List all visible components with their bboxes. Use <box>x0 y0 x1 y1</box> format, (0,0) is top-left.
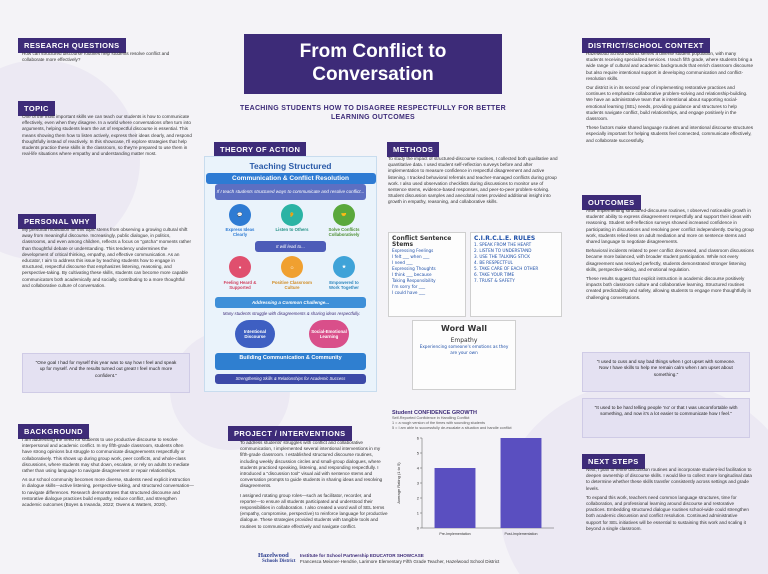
section-header: DISTRICT/SCHOOL CONTEXT <box>582 38 710 53</box>
outcomes-paragraph: After implementing structured-discourse routines, I observed noticeable growth in students' ability to express disagreement respectfully and support their ideas with reasoning. Student self-reflection surveys showed increased confidence in participating in discussions and resolving peer conflict independently. During group work, students relied less on adult mediation and more on sentence stems and shared language to negotiate disagreements. <box>586 208 754 245</box>
chart-plot <box>392 434 560 542</box>
poster-subtitle: TEACHING STUDENTS HOW TO DISAGREE RESPECTFULLY FOR BETTER LEARNING OUTCOMES <box>240 105 506 121</box>
title-line: From Conflict to <box>299 41 447 62</box>
photo-line: Expressing Thoughts <box>392 266 436 271</box>
photo-title: Word Wall <box>441 324 487 333</box>
section-header: THEORY OF ACTION <box>214 142 306 157</box>
district-paragraph: Our district is in its second year of implementing restorative practices and continues to emphasize collaborative problem-solving and relationship-building. We have an administrative team that is intentional about supporting social-emotional learning (SEL) needs, providing guidance and structures to help students navigate conflict, build relationships, and engage positively in the classroom. <box>586 85 748 122</box>
section-header: RESEARCH QUESTIONS <box>18 38 126 53</box>
section-header: BACKGROUND <box>18 424 89 439</box>
logo-text: Schools <box>262 559 279 564</box>
x-tick-label: Post-Implementation <box>504 532 538 536</box>
feeling-heard-label: Feeling Heard & Supported <box>223 280 257 291</box>
graphic-subtitle: Communication & Conflict Resolution <box>206 173 376 184</box>
addressing-banner: Addressing a Common Challenge... <box>215 297 366 308</box>
y-tick-label: 6 <box>416 435 419 441</box>
student-quote-right-1: "I used to cuss and say bad things when I got upset with someone. Now I have skills to help me remain calm when I am upset about something." <box>582 352 750 392</box>
strengthening-banner: Strengthening Skills & Relationships for Academic Success <box>215 374 366 384</box>
photo-line: Empathy <box>450 337 478 344</box>
district-paragraph: Hazelwood School District serves a diverse student population, with many students receiving specialized services. I teach fifth grade, where students bring a wide range of cultural and academic backgrounds that enrich classroom discourse but also require intentional support in developing communication and conflict-resolution skills. <box>586 51 753 81</box>
photo-line: Experiencing someone's emotions as they are your own <box>419 344 509 355</box>
y-tick-label: 5 <box>416 450 419 456</box>
outcomes-paragraph: These results suggest that explicit instruction in academic discourse positively impacts both classroom culture and collaborative learning. Structured routines created predictability and safety, allowing students to engage more thoughtfully in challenging conversations. <box>586 276 752 300</box>
photo-line: 7. TRUST & SAFETY <box>474 278 515 283</box>
express-ideas-label: Express Ideas Clearly <box>225 227 255 238</box>
section-header: NEXT STEPS <box>582 454 645 469</box>
y-tick-label: 3 <box>416 480 419 486</box>
y-axis-label: Average Rating (1 to 5) <box>396 462 401 504</box>
next-steps-text <box>586 467 754 535</box>
photo-line: 3. USE THE TALKING STICK <box>474 254 530 259</box>
y-tick-label: 4 <box>416 465 419 471</box>
sentence-stems-poster-photo <box>388 232 466 317</box>
x-tick-label: Pre-Implementation <box>439 532 471 536</box>
bar <box>501 438 542 528</box>
empowered-label: Empowered to Work Together <box>329 280 359 291</box>
district-logo-sub <box>262 559 295 565</box>
building-banner: Building Communication & Community <box>215 353 366 370</box>
ear-icon: 👂 <box>281 204 303 226</box>
chart-note: 5 = I am able to successfully de-escalate a situation and handle conflict <box>392 426 512 430</box>
photo-title: C.I.R.C.L.E. RULES <box>474 235 536 242</box>
project-paragraph: To address students' struggles with conflict and collaborative communication, I implemented several intentional interventions in my fifth-grade classroom. I established structured discourse routines, including weekly discussion circles and small-group dialogues, where students practiced speaking, listening, and responding respectfully. I introduced a "discussion tool" visual aid with sentence stems and conversation prompts to guide students in sharing ideas and resolving disagreements. <box>240 440 383 489</box>
graphic-title: Teaching Structured <box>249 161 332 171</box>
photo-line: 4. BE RESPECTFUL <box>474 260 513 265</box>
group-icon: ☺ <box>281 256 303 278</box>
bar <box>435 468 476 528</box>
section-header: PROJECT / INTERVENTIONS <box>228 426 352 441</box>
y-tick-label: 1 <box>416 510 419 516</box>
y-tick-label: 2 <box>416 495 419 501</box>
student-quote-right-2: "It used to be hard telling people 'no' or that I was uncomfortable with something, and now it's a lot easier to communicate how I feel." <box>582 398 750 438</box>
next-steps-paragraph: Next, I plan to refine discussion routines and incorporate student-led facilitation to deepen ownership of discourse skills. I would like to collect more longitudinal data to determine whether these skills transfer consistently across settings and grade levels. <box>586 467 752 491</box>
chart-note: 1 = a rough version of the times with sounding students <box>392 421 485 425</box>
project-paragraph: I assigned rotating group roles—such as facilitator, recorder, and reporter—to ensure all students participated and understood their responsibilities in collaboration. I also created a word wall of SEL terms (empathy, compromise, perspective) to reinforce language for productive dialogue. These strategies provided students with tangible tools and routines to communicate effectively and navigate conflict. <box>240 492 388 529</box>
photo-line: I need ___ <box>392 260 413 265</box>
poster-title <box>244 34 502 94</box>
handshake-icon: 🤝 <box>333 204 355 226</box>
logo-text: District <box>279 559 296 564</box>
it-will-banner: It will lead to... <box>255 241 326 252</box>
solve-conflicts-label: Solve Conflicts Collaboratively <box>328 227 360 238</box>
next-steps-paragraph: To expand this work, teachers need common language structures, time for collaboration, and professional learning around discourse and restorative practices. Embedding structured dialogue routines school-wide could strengthen both academic discussion and conflict resolution. Continued administrative support for SEL initiatives will be essential to sustaining this work and scaling it beyond a single classroom. <box>586 494 749 531</box>
project-header <box>228 423 352 441</box>
positive-culture-label: Positive Classroom Culture <box>272 280 312 291</box>
y-tick-label: 0 <box>416 525 419 531</box>
title-line: Conversation <box>312 64 434 85</box>
confidence-chart <box>392 410 560 540</box>
heart-icon: ♥ <box>229 256 251 278</box>
sel-label: Social-Emotional Learning <box>311 329 347 339</box>
chart-title: Student CONFIDENCE GROWTH <box>392 410 477 416</box>
district-text <box>586 51 754 147</box>
photo-line: 6. TAKE YOUR TIME <box>474 272 515 277</box>
photo-line: I'm sorry for ___ <box>392 284 426 289</box>
photo-line: I felt ___ when ___ <box>392 254 430 259</box>
photo-line: 5. TAKE CARE OF EACH OTHER <box>474 266 539 271</box>
theory-header <box>214 139 306 157</box>
photo-line: I could have ___ <box>392 290 426 295</box>
district-logo <box>258 552 289 559</box>
background-paragraph: As our school community becomes more diverse, students need explicit instruction in dialogue skills—active listening, perspective-taking, and structured conversation—to navigate differences. Research demonstrates that structured discourse and restorative dialogue practices build empathy, reduce conflict, and strengthen academic outcomes (Boyes & Irwanda, 2022; Owens & Watters, 2020). <box>22 477 194 508</box>
sel-bubble <box>309 320 349 348</box>
district-paragraph: These factors make shared language routines and intentional discourse structures especially important for helping students feel connected, communicate effectively, and collaborate successfully. <box>586 125 754 143</box>
photo-line: 2. LISTEN TO UNDERSTAND <box>474 248 532 253</box>
footer-line: Institute for School Partnership EDUCATOR SHOWCASE <box>300 553 424 558</box>
section-header: PERSONAL WHY <box>18 214 96 229</box>
methods-header <box>387 139 439 157</box>
background-paragraph: I am addressing the need for students to use productive discourse to resolve interpersonal and academic conflict. In my fifth-grade classroom, students often have strong opinions but struggle to communicate disagreements respectfully or collaboratively. This shows up during group work, peer conflicts, and whole-class discussions, where students may shut down, escalate, or rely on adults to mediate rather than using language to navigate disagreement or repair relationships. <box>22 437 190 474</box>
research-questions-text: How can structured discourse routines help students resolve conflict and collaborate more effectively? <box>22 51 170 63</box>
speech-bubble-icon: 💬 <box>229 204 251 226</box>
footer-credits <box>300 553 560 565</box>
footer-line: Francesca Meixner-Hendrie, Larimore Elementary Fifth Grade Teacher, Hazelwood School District <box>300 559 500 564</box>
photo-line: Taking Responsibility <box>392 278 436 283</box>
outcomes-paragraph: Behavioral incidents related to peer conflict decreased, and classroom discussions became more balanced, with broader student participation. While not every disagreement was resolved perfectly, students demonstrated stronger listening skills, perspective-taking, and emotional regulation. <box>586 248 754 272</box>
student-quote-left: "One goal I had for myself this year was to say how I feel and speak up for myself. And the results turned out great! I feel much more confident." <box>22 353 190 393</box>
background-text <box>22 437 194 511</box>
logo-text: Hazelwood <box>258 552 289 559</box>
theory-of-action-graphic <box>204 156 377 392</box>
challenge-text: Many students struggle with disagreements & sharing ideas respectfully. <box>222 311 361 316</box>
photo-line: I think ___ because <box>392 272 432 277</box>
photo-line: Expressing Feelings <box>392 248 434 253</box>
outcomes-text <box>586 208 754 304</box>
intentional-discourse-label: Intentional Discourse <box>243 329 267 339</box>
personal-why-text: My personal motivation for this topic stems from observing a growing cultural shift away from meaningful discourse. Increasingly, public dialogue, in politics, classrooms, and even among children, reflects a focus on "gotcha" moments rather than thoughtful debate or understanding. This tendency undermines the development of critical thinking, empathy, and effective communication. As an educator, I aim to address this issue by teaching students how to engage in structured, respectful discourse that emphasizes listening, reasoning, and perspective-taking. By cultivating these skills, students can become more capable communicators both academically and socially, contributing to a more thoughtful and collaborative culture of conversation. <box>22 227 191 288</box>
teamwork-icon: ★ <box>333 256 355 278</box>
if-banner: If I teach students structured ways to communicate and resolve conflict... <box>215 184 366 200</box>
methods-text: To study the impact of structured-discourse routines, I collected both qualitative and quantitative data. I used student self-reflection surveys before and after implementation to measure confidence in respectful disagreement and active listening. I tracked behavioral referrals and teacher-managed conflicts during group work. I also used observation checklists during discussions to monitor use of sentence stems, evidence-based responses, and peer-to-peer problem-solving. Student discussion samples and anecdotal notes provided additional insight into growth in empathy, reasoning, and collaborative skills. <box>388 156 558 205</box>
intentional-discourse-bubble <box>235 320 275 348</box>
listen-label: Listen to Others <box>275 227 309 232</box>
section-header: METHODS <box>387 142 439 157</box>
photo-title: Conflict Sentence Stems <box>392 235 452 248</box>
topic-text: One of the most important skills we can teach our students is how to communicate effectively, even when they disagree. In a world where conversations often turn into arguments, helping students learn the art of respectful discourse is essential. This means showing them how to listen actively, express their ideas clearly, and respond thoughtfully instead of reactively. In this showcase, I'll explore strategies that help students practice these skills in the classroom, so they're prepared to use them in real-life situations where empathy and understanding matter most. <box>22 114 192 157</box>
chart-subtitle: Self-Reported Confidence in Handling Conflict <box>392 416 470 420</box>
project-text <box>240 440 388 533</box>
section-header: TOPIC <box>18 101 55 116</box>
circle-rules-poster-photo <box>470 232 562 317</box>
word-wall-photo <box>412 320 516 390</box>
section-header: OUTCOMES <box>582 195 641 210</box>
photo-line: 1. SPEAK FROM THE HEART <box>474 242 532 247</box>
